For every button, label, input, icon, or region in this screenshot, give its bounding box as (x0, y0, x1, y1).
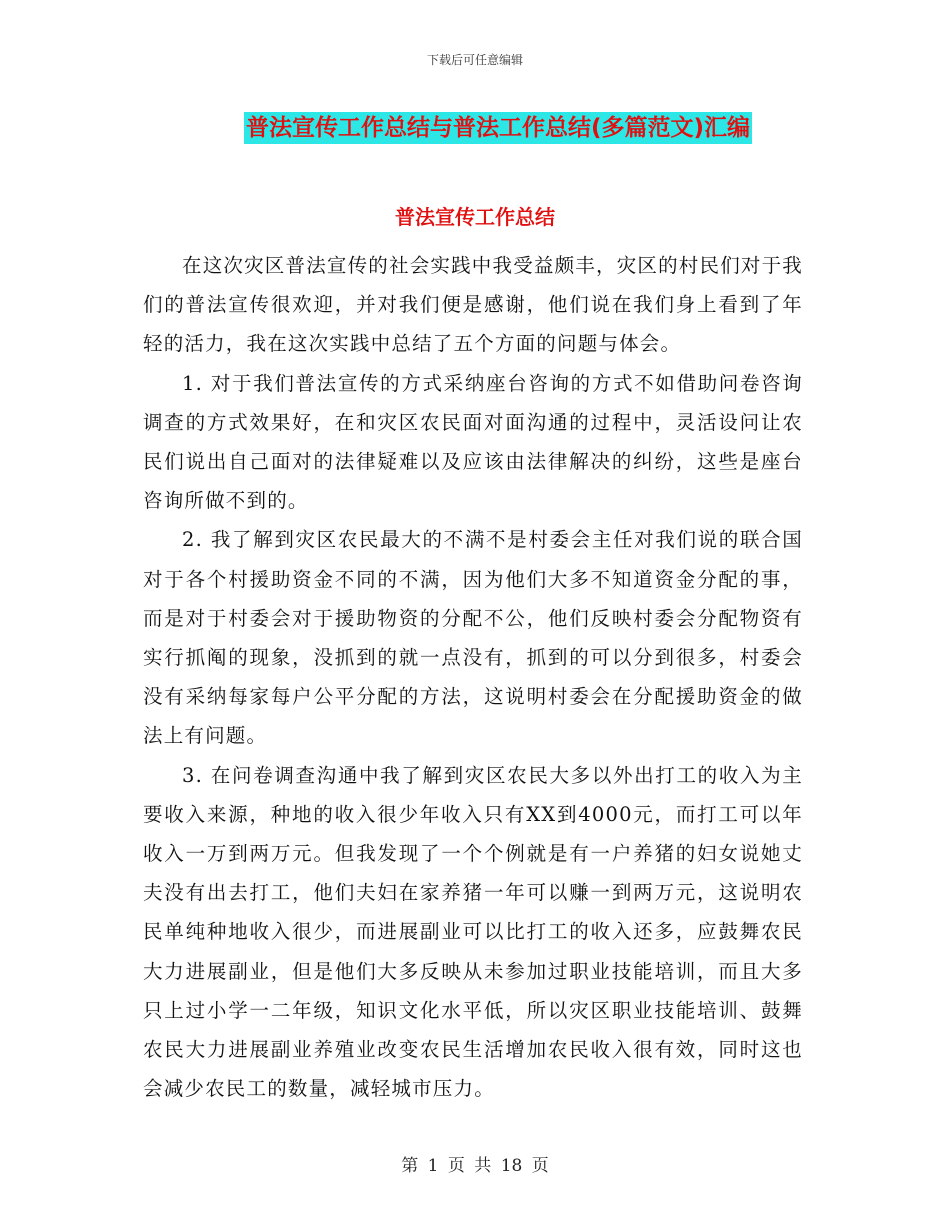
document-body (143, 246, 803, 1108)
document-title: 普法宣传工作总结与普法工作总结(多篇范文)汇编 (244, 112, 752, 144)
page-number-footer: 第 1 页 共 18 页 (401, 1156, 549, 1176)
section-title: 普法宣传工作总结 (395, 205, 555, 229)
paragraph-point-3: 3. 在问卷调查沟通中我了解到灾区农民大多以外出打工的收入为主要收入来源，种地的收入很少年收入只有XX到4000元，而打工可以年收入一万到两万元。但我发现了一个个例就是有一户养猪的妇女说她丈夫没有出去打工，他们夫妇在家养猪一年可以赚一到两万元，这说明农民单纯种地收入很少，而进展副业可以比打工的收入还多，应鼓舞农民大力进展副业，但是他们大多反映从未参加过职业技能培训，而且大多只上过小学一二年级，知识文化水平低，所以灾区职业技能培训、鼓舞农民大力进展副业养殖业改变农民生活增加农民收入很有效，同时这也会减少农民工的数量，减轻城市压力。 (143, 763, 803, 1101)
document-title-container (0, 112, 950, 144)
page-header-note: 下载后可任意编辑 (426, 53, 523, 67)
paragraph-intro: 在这次灾区普法宣传的社会实践中我受益颇丰，灾区的村民们对于我们的普法宣传很欢迎，并对我们便是感谢，他们说在我们身上看到了年轻的活力，我在这次实践中总结了五个方面的问题与体会。 (143, 254, 804, 356)
paragraph-point-1: 1. 对于我们普法宣传的方式采纳座台咨询的方式不如借助问卷咨询调查的方式效果好，在和灾区农民面对面沟通的过程中，灵活设问让农民们说出自己面对的法律疑难以及应该由法律解决的纠纷，这些是座台咨询所做不到的。 (143, 371, 803, 513)
paragraph-point-2: 2. 我了解到灾区农民最大的不满不是村委会主任对我们说的联合国对于各个村援助资金不同的不满，因为他们大多不知道资金分配的事，而是对于村委会对于援助物资的分配不公，他们反映村委会分配物资有实行抓阄的现象，没抓到的就一点没有，抓到的可以分到很多，村委会没有采纳每家每户公平分配的方法，这说明村委会在分配援助资金的做法上有问题。 (143, 528, 803, 748)
